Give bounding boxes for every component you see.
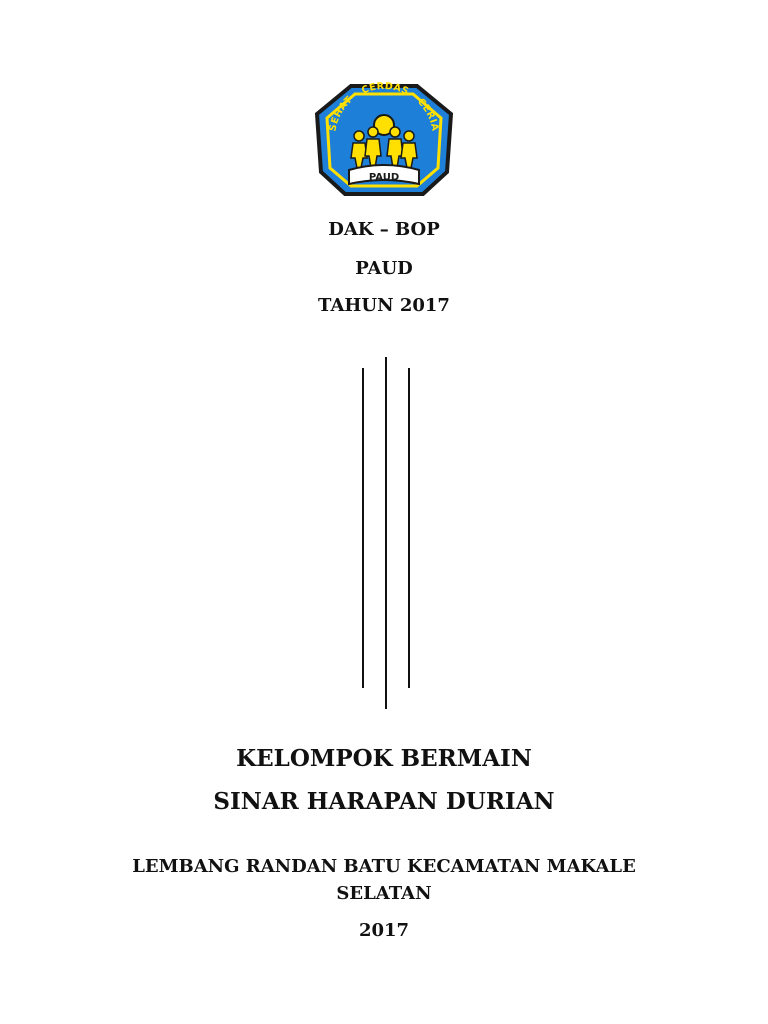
header-line-1: DAK – BOP: [328, 219, 440, 240]
header-line-3: TAHUN 2017: [318, 295, 450, 316]
logo-arc-text: SEHAT - CERDAS - CERIA: [327, 80, 441, 133]
location-line-2: SELATAN: [336, 883, 432, 904]
title-line-2: SINAR HARAPAN DURIAN: [213, 788, 555, 815]
title-line-1: KELOMPOK BERMAIN: [236, 745, 532, 772]
logo-banner-text: PAUD: [368, 172, 400, 183]
header-line-2: PAUD: [355, 258, 413, 279]
paud-logo: [311, 80, 457, 200]
vertical-rule-center: [385, 357, 387, 709]
vertical-rule-right: [408, 368, 410, 688]
location-year: 2017: [358, 920, 410, 941]
vertical-rule-left: [362, 368, 364, 688]
location-line-1: LEMBANG RANDAN BATU KECAMATAN MAKALE: [132, 856, 636, 877]
